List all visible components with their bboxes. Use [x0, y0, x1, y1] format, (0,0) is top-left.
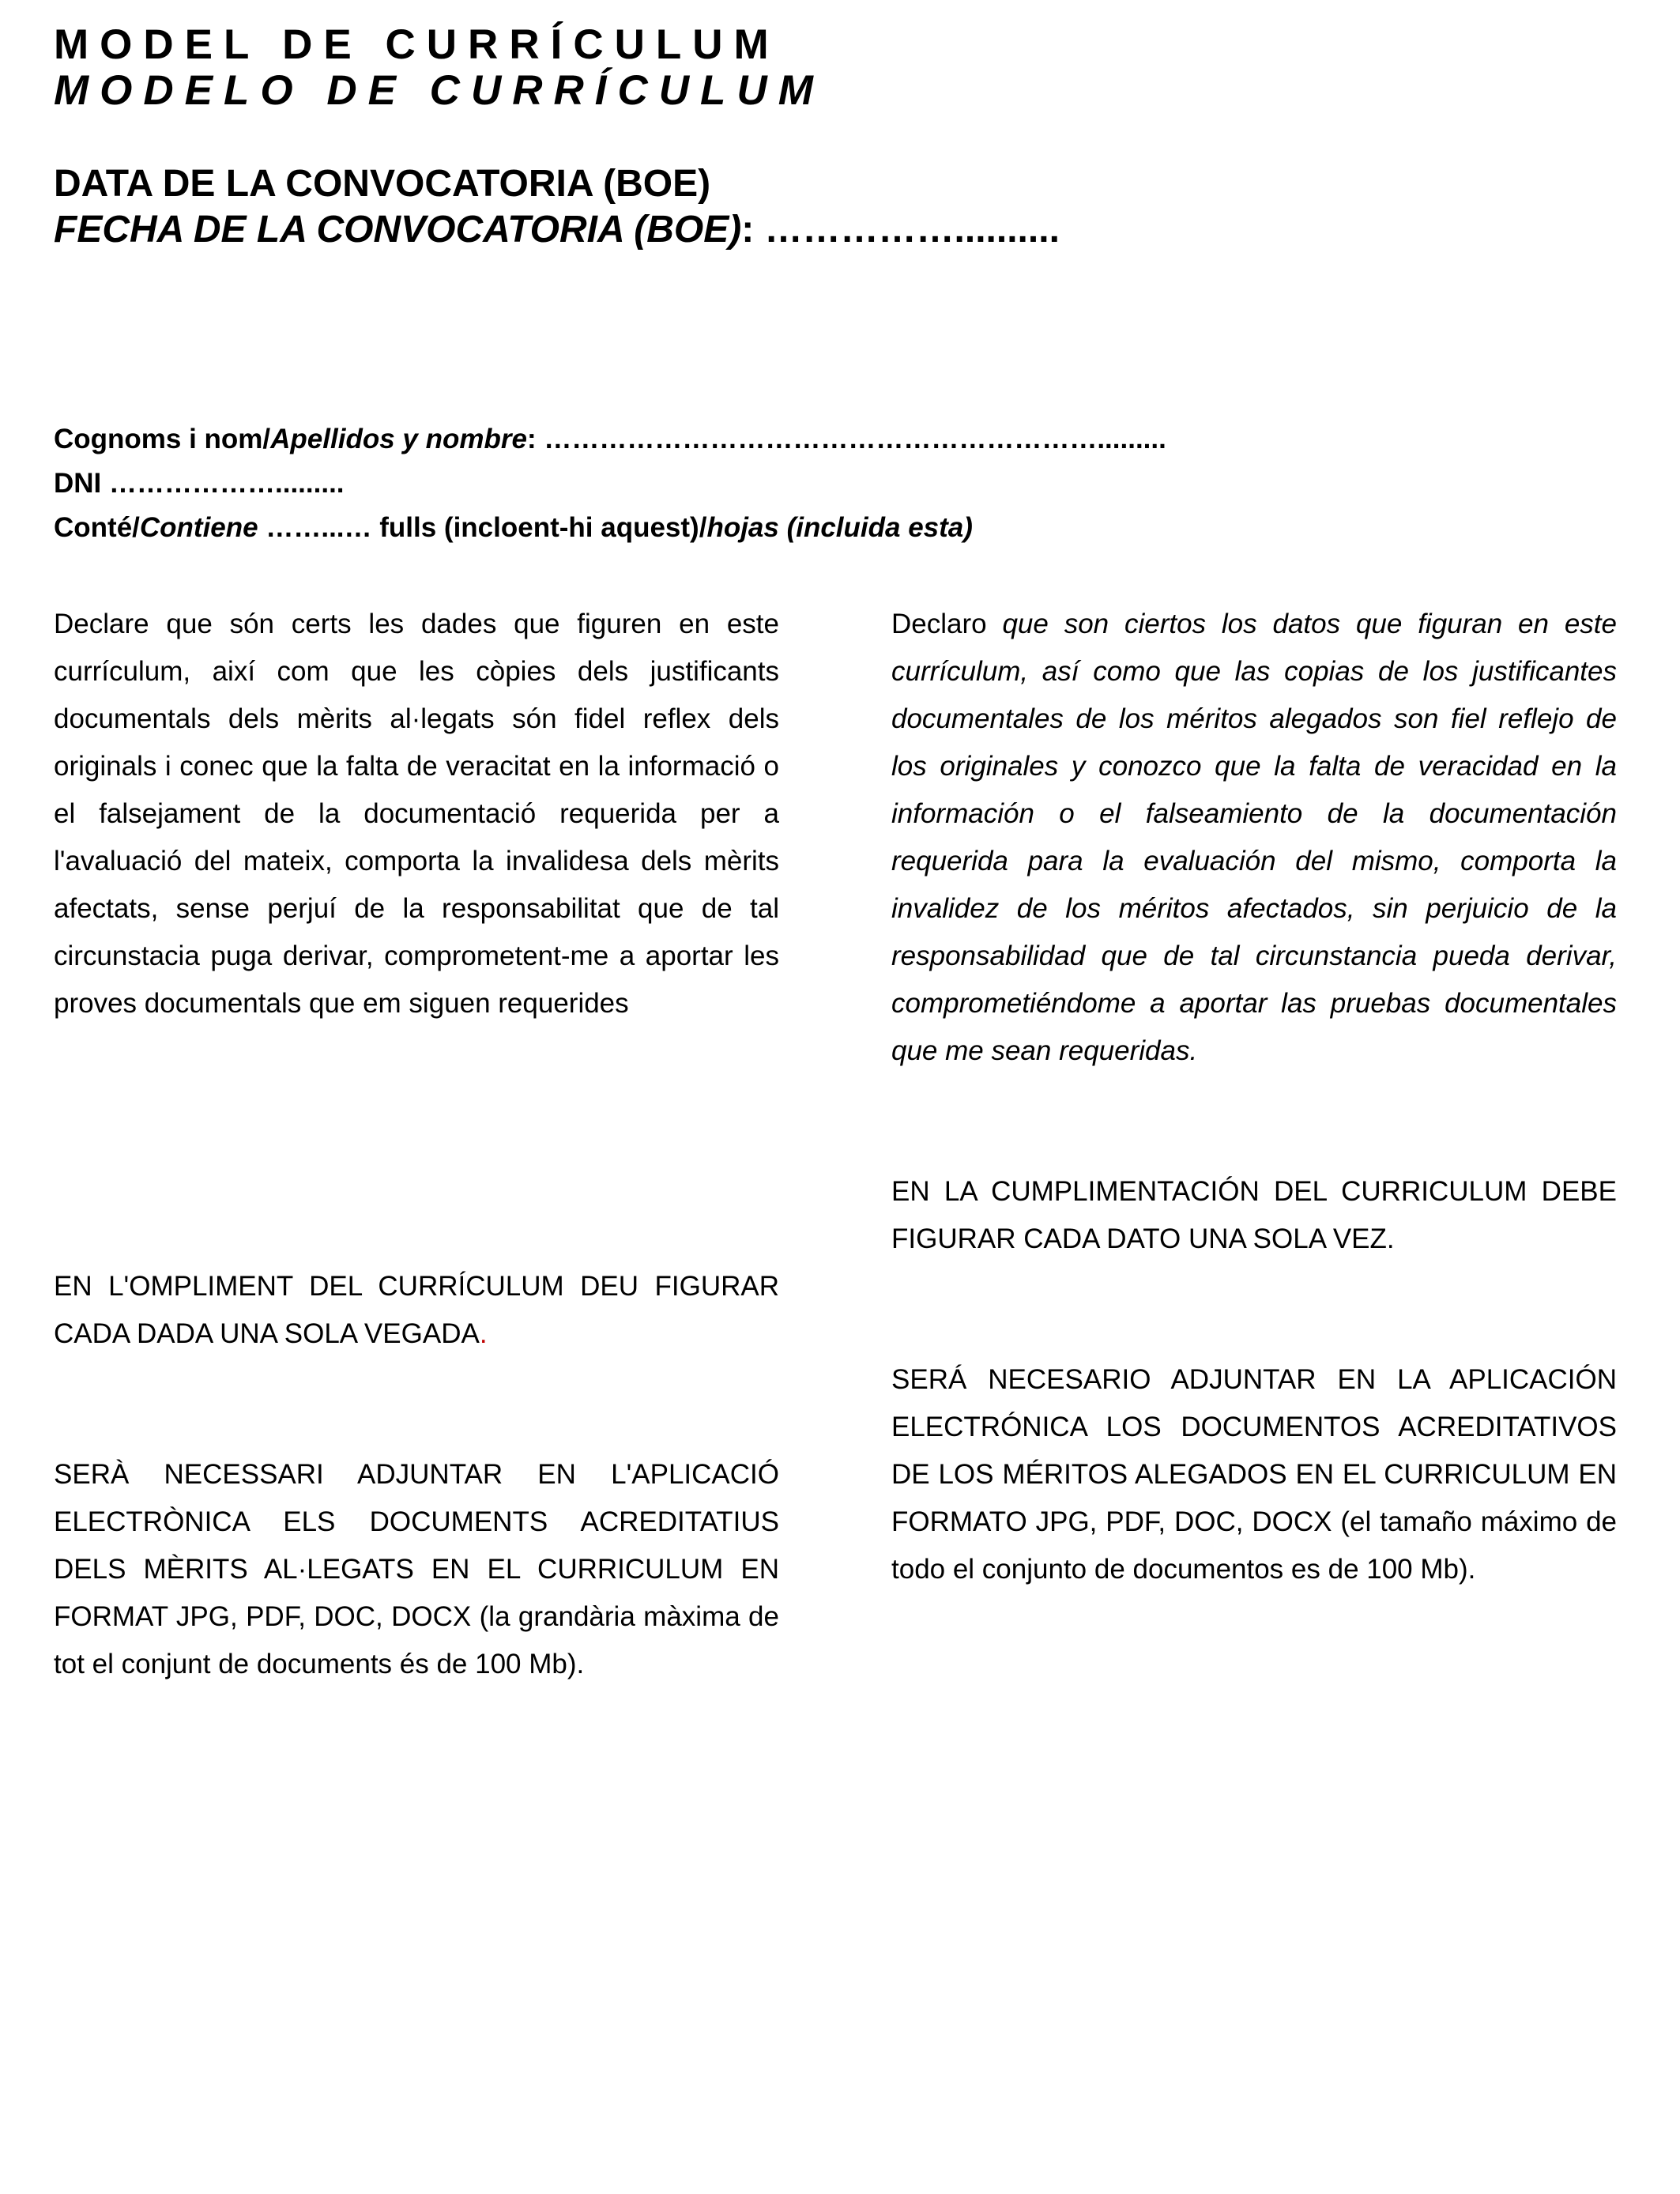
- declaration-spanish-paragraph: [891, 601, 1617, 1075]
- fill-instruction-catalan-text: EN L'OMPLIMENT DEL CURRÍCULUM DEU FIGURAR CADA DADA UNA SOLA VEGADA: [54, 1271, 779, 1349]
- attach-instruction-catalan-text: SERÀ NECESSARI ADJUNTAR EN L'APLICACIÓ ELECTRÒNICA ELS DOCUMENTS ACREDITATIUS DELS MÈRITS AL·LEGATS EN EL CURRICULUM EN FORMAT JPG, PDF, DOC, DOCX (la grandària màxima de tot el conjunt de documents és de 100 Mb).: [54, 1459, 779, 1679]
- name-blank[interactable]: …………………………………………………….........: [536, 424, 1166, 454]
- sheets-suffix-spanish: hojas (incluida esta): [706, 512, 973, 543]
- name-field-line: [54, 417, 1166, 462]
- name-label-spanish: Apellidos y nombre: [270, 424, 527, 454]
- title-catalan: MODEL DE CURRÍCULUM: [54, 21, 780, 68]
- sheet-count-blank[interactable]: ……...…: [258, 512, 372, 543]
- attach-instruction-spanish-text: SERÁ NECESARIO ADJUNTAR EN LA APLICACIÓN ELECTRÓNICA LOS DOCUMENTOS ACREDITATIVOS DE LOS MÉRITOS ALEGADOS EN EL CURRICULUM EN FORMATO JPG, PDF, DOC, DOCX (el tamaño máximo de todo el conjunto de documentos es de 100 Mb).: [891, 1364, 1617, 1585]
- dni-blank[interactable]: ……………….........: [101, 468, 345, 499]
- fill-instruction-spanish: [891, 1168, 1617, 1263]
- declaration-spanish-text: que son ciertos los datos que figuran en este currículum, así como que las copias de los justificantes documentales de los méritos alegados son fiel reflejo de los originales y conozco que la falta de veracidad en la información o el falseamiento de la documentación requerida para la evaluación del mismo, comporta la invalidez de los méritos afectados, sin perjuicio de la responsabilidad que de tal circunstancia pueda derivar, comprometiéndome a aportar las pruebas documentales que me sean requeridas.: [891, 609, 1617, 1066]
- sheet-count-field-line: [54, 506, 973, 550]
- attach-instruction-catalan: [54, 1451, 779, 1688]
- fill-instruction-catalan-period: .: [479, 1318, 488, 1349]
- declaration-catalan: [54, 601, 779, 1027]
- declaration-spanish: [891, 601, 1617, 1075]
- fill-instruction-catalan-paragraph: [54, 1263, 779, 1358]
- declaration-spanish-first-word: Declaro: [891, 609, 987, 639]
- fill-instruction-catalan: [54, 1263, 779, 1358]
- title-spanish: MODELO DE CURRÍCULUM: [54, 67, 824, 114]
- convocatoria-date-label-catalan: DATA DE LA CONVOCATORIA (BOE): [54, 163, 711, 205]
- convocatoria-date-line-spanish: [54, 207, 1060, 253]
- sheets-suffix-catalan: fulls (incloent-hi aquest)/: [371, 512, 707, 543]
- name-colon: :: [526, 424, 537, 454]
- attach-instruction-spanish: [891, 1356, 1617, 1593]
- fill-instruction-spanish-text: EN LA CUMPLIMENTACIÓN DEL CURRICULUM DEBE FIGURAR CADA DATO UNA SOLA VEZ.: [891, 1176, 1617, 1254]
- contains-label-spanish: Contiene: [139, 512, 258, 543]
- dni-field-line: [54, 462, 345, 506]
- convocatoria-date-blank[interactable]: ……………..........: [754, 209, 1060, 251]
- name-label-catalan: Cognoms i nom/: [54, 424, 271, 454]
- dni-label: DNI: [54, 468, 102, 499]
- declaration-catalan-text: Declare que són certs les dades que figuren en este currículum, així com que les còpies dels justificants documentals dels mèrits al·legats són fidel reflex dels originals i conec que la falta de veracitat en la informació o el falsejament de la documentació requerida per a l'avaluació del mateix, comporta la invalidesa dels mèrits afectats, sense perjuí de la responsabilitat que de tal circunstacia puga derivar, comprometent-me a aportar les proves documentals que em siguen requerides: [54, 609, 779, 1019]
- convocatoria-date-label-spanish: FECHA DE LA CONVOCATORIA (BOE): [54, 209, 742, 251]
- contains-label-catalan: Conté/: [54, 512, 140, 543]
- convocatoria-colon: :: [741, 209, 755, 251]
